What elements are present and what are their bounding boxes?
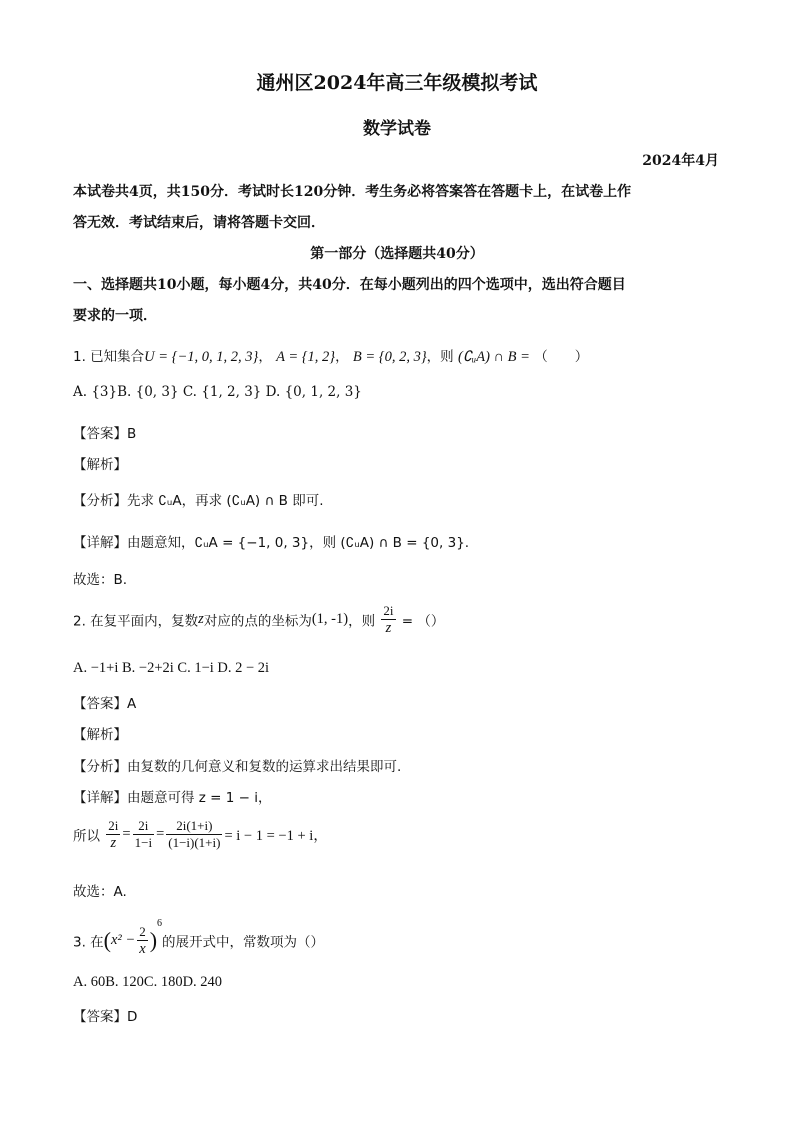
q3-fraction	[137, 924, 148, 957]
q2-fenxi-text: 由复数的几何意义和复数的运算求出结果即可.	[127, 759, 402, 775]
answer-label: 【答案】	[73, 1009, 127, 1025]
q1-jiexi: 【解析】	[73, 457, 127, 473]
q2-answer-value: A	[127, 696, 137, 712]
q2-frac-den: z	[385, 620, 392, 636]
q2-options: A. −1+i B. −2+2i C. 1−i D. 2 − 2i	[73, 660, 270, 676]
q2-answer	[73, 692, 136, 712]
q3-exponent: 6	[157, 918, 163, 929]
q2-result: = i − 1 = −1 + i，	[224, 828, 328, 844]
xiangjie-label: 【详解】	[73, 535, 127, 551]
exam-title: 通州区2024年高三年级模拟考试	[256, 72, 538, 94]
q1-expression: (∁ᵤA) ∩ B =	[457, 349, 530, 365]
q2-deriv-frac-1	[106, 818, 120, 851]
q2-suoyi: 所以	[73, 828, 100, 845]
q2-prefix: 2. 在复平面内，复数	[73, 613, 199, 630]
q1-options: A. {3}B. {0, 3} C. {1, 2, 3} D. {0, 1, 2, 3}	[73, 384, 362, 400]
q1-fenxi-text: 先求 ∁ᵤA，再求 (∁ᵤA) ∩ B 即可.	[127, 493, 324, 509]
frac-num: 2	[139, 924, 146, 939]
section-heading-line-1: 一、选择题共10小题，每小题4分，共40分．在每小题列出的四个选项中，选出符合题目	[73, 277, 626, 293]
q1-choice	[73, 568, 127, 588]
frac-num: 2i(1+i)	[166, 818, 222, 835]
exam-date: 2024年4月	[642, 153, 719, 169]
q2-xiangjie-text: 由题意可得 z = 1 − i，	[127, 790, 272, 806]
q1-choice-value: B.	[113, 572, 128, 588]
exam-subtitle: 数学试卷	[363, 119, 431, 139]
q2-fraction	[381, 603, 395, 636]
xiangjie-label: 【详解】	[73, 790, 127, 806]
answer-label: 【答案】	[73, 696, 127, 712]
q2-fenxi	[73, 755, 401, 775]
frac-den: (1−i)(1+i)	[168, 835, 221, 850]
frac-den: x	[139, 941, 146, 957]
section-heading-line-2: 要求的一项．	[73, 308, 157, 324]
q1-set-A: A = {1, 2}	[276, 349, 336, 365]
q3-prefix: 3. 在	[73, 934, 104, 951]
q1-answer-value: B	[127, 426, 137, 442]
q3-options: A. 60B. 120C. 180D. 240	[73, 974, 223, 990]
answer-label: 【答案】	[73, 426, 127, 442]
q2-z: z	[198, 611, 204, 627]
q2-stem	[73, 603, 444, 636]
instructions-line-2: 答无效．考试结束后，请将答题卡交回．	[73, 215, 325, 231]
q2-choice	[73, 880, 127, 900]
q3-x2: x² −	[111, 932, 136, 948]
q2-point: (1, -1)	[311, 611, 349, 627]
frac-num: 2i	[108, 818, 119, 833]
q1-set-B: B = {0, 2, 3}	[352, 349, 427, 365]
q1-blank: （ ）	[534, 349, 589, 365]
q2-jiexi: 【解析】	[73, 727, 127, 743]
guxuan-label: 故选：	[73, 572, 114, 588]
fenxi-label: 【分析】	[73, 493, 127, 509]
q3-stem: 3. 在(x² − $\frac{2}{x}$ )$^6$的展开式中，常数项为（）	[73, 918, 325, 957]
q2-frac-num: 2i	[383, 603, 394, 618]
q3-tail: 的展开式中，常数项为（）	[162, 934, 325, 951]
q2-xiangjie	[73, 786, 272, 806]
q3-answer-value: D	[127, 1009, 138, 1025]
q2-deriv-frac-2	[133, 818, 154, 851]
q2-choice-value: A.	[113, 884, 127, 900]
instructions-line-1: 本试卷共4页，共150分．考试时长120分钟．考生务必将答案答在答题卡上，在试卷上作	[73, 184, 632, 200]
q1-set-U: U = {−1, 0, 1, 2, 3}	[144, 349, 259, 365]
q1-xiangjie-text: 由题意知，∁ᵤA = {−1, 0, 3}，则 (∁ᵤA) ∩ B = {0, 3}.	[127, 535, 470, 551]
q1-answer	[73, 422, 136, 442]
q2-derivation: 所以 $\frac{2i}{z}$ = $\frac{2i}{1-i}$ = $\frac{2i(1+i)}{(1-i)(1+i)}$ = i − 1 = −1 + i，	[73, 818, 328, 851]
fenxi-label: 【分析】	[73, 759, 127, 775]
guxuan-label: 故选：	[73, 884, 114, 900]
q1-stem: 1. 已知集合U = {−1, 0, 1, 2, 3}， A = {1, 2}， B = {0, 2, 3}，则 (∁ᵤA) ∩ B = （ ）	[73, 349, 589, 365]
q2-tail: = （）	[401, 613, 445, 630]
frac-num: 2i	[133, 818, 154, 835]
q1-xiangjie	[73, 531, 469, 551]
frac-den: z	[110, 835, 117, 851]
q2-ze: ，则	[348, 613, 376, 630]
q1-ze: ，则	[426, 349, 454, 365]
q1-prefix: 1. 已知集合	[73, 349, 145, 365]
frac-den: 1−i	[134, 835, 153, 850]
q2-mid: 对应的点的坐标为	[203, 613, 312, 630]
q1-fenxi	[73, 489, 324, 509]
q3-answer	[73, 1005, 137, 1025]
q2-deriv-frac-3	[166, 818, 222, 851]
part1-heading: 第一部分（选择题共40分）	[310, 246, 484, 262]
